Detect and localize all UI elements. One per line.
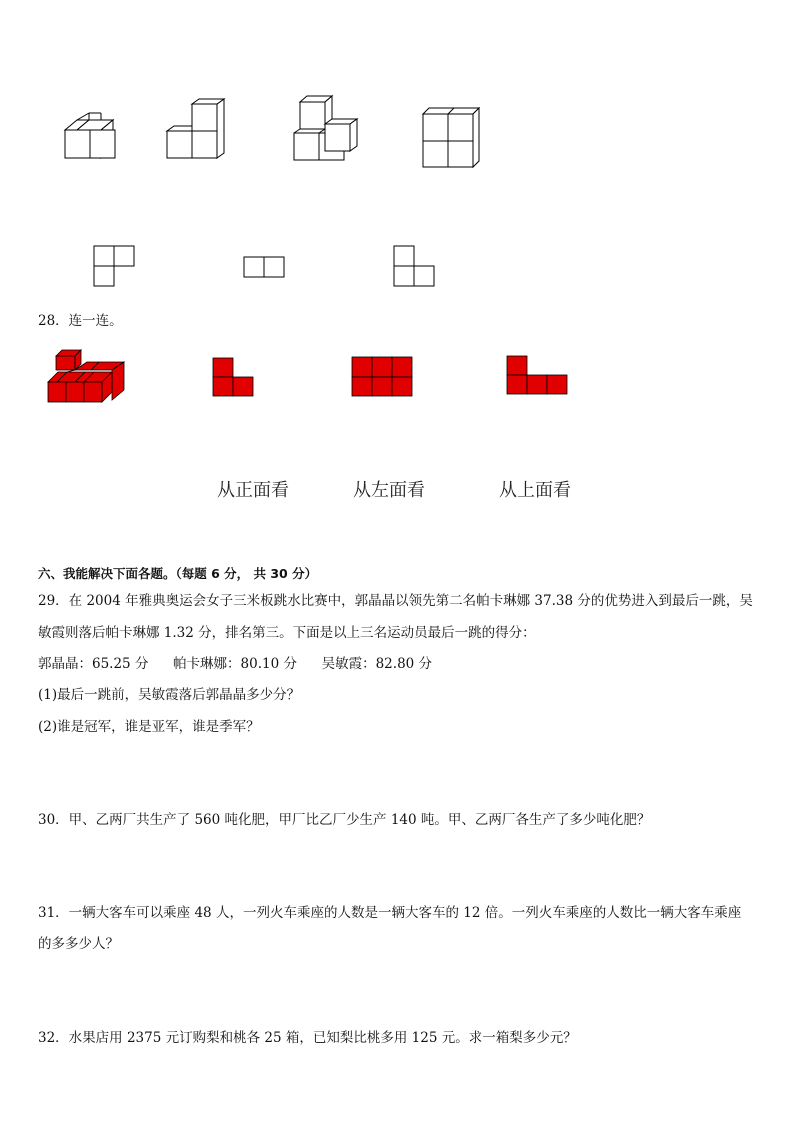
view-label-front: 从正面看	[217, 480, 289, 501]
q28-title: 28．连一连。	[38, 313, 123, 329]
section-heading: 六、我能解决下面各题。（每题 6 分， 共 30 分）	[38, 566, 318, 581]
score-value: 65.25 分	[92, 656, 149, 672]
view-outline-3	[393, 245, 437, 289]
red-view-c	[506, 355, 568, 397]
red-view-a	[212, 357, 256, 399]
view-outline-2	[243, 256, 287, 280]
q31-line1: 31．一辆大客车可以乘座 48 人，一列火车乘座的人数是一辆大客车的 12 倍。一列火车乘座的人数比一辆大客车乘座	[38, 905, 742, 921]
score-name: 吴敏霞：	[321, 656, 376, 672]
cube-figure-4	[418, 104, 488, 170]
cube-figure-2	[160, 98, 230, 162]
q29-sub2: (2)谁是冠军，谁是亚军，谁是季军？	[38, 719, 260, 735]
cube-figure-1	[60, 110, 130, 160]
q29-scores	[38, 655, 432, 673]
q29-sub1: (1)最后一跳前，吴敏霞落后郭晶晶多少分？	[38, 687, 301, 703]
score-value: 82.80 分	[375, 656, 433, 672]
q29-line2: 敏霞则落后帕卡琳娜 1.32 分，排名第三。下面是以上三名运动员最后一跳的得分：	[38, 625, 536, 641]
score-name: 郭晶晶：	[38, 656, 92, 672]
score-value: 80.10 分	[240, 656, 297, 672]
q32-text: 32．水果店用 2375 元订购梨和桃各 25 箱，已知梨比桃多用 125 元。求一箱梨多少元？	[38, 1030, 577, 1046]
red-cube-solid	[44, 344, 128, 406]
q31-line2: 的多多少人？	[38, 936, 119, 952]
view-outline-1	[93, 245, 137, 289]
score-name: 帕卡琳娜：	[173, 656, 241, 672]
red-view-b	[351, 356, 413, 398]
q30-text: 30．甲、乙两厂共生产了 560 吨化肥，甲厂比乙厂少生产 140 吨。甲、乙两厂各生产了多少吨化肥？	[38, 812, 651, 828]
cube-figure-3	[288, 92, 368, 164]
view-label-top: 从上面看	[499, 480, 571, 501]
q29-line1: 29．在 2004 年雅典奥运会女子三米板跳水比赛中，郭晶晶以领先第二名帕卡琳娜 37.38 分的优势进入到最后一跳，吴	[38, 593, 753, 609]
view-label-left: 从左面看	[353, 480, 425, 501]
